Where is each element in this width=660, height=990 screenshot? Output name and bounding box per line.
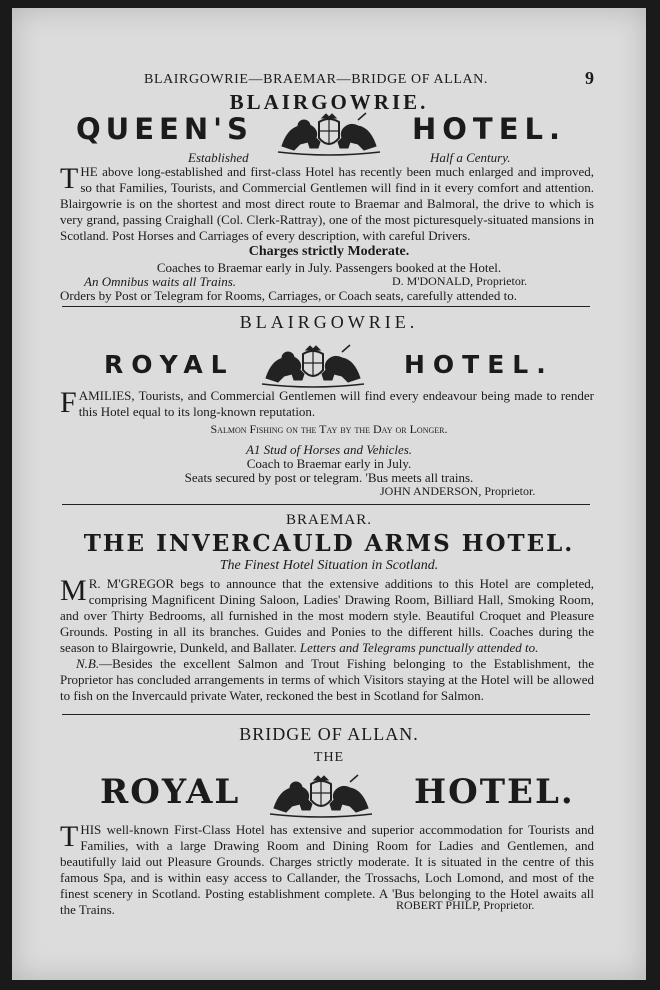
ad2-dropcap: F xyxy=(60,386,77,419)
ad3-body xyxy=(60,576,594,656)
ad4-the: THE xyxy=(313,750,345,765)
ad1-name-left: QUEEN'S xyxy=(76,112,253,146)
ad2-body xyxy=(60,388,594,420)
ad3-nb-label: N.B. xyxy=(76,656,100,671)
ad4-dropcap: T xyxy=(60,820,79,853)
ad4-body-text: HIS well-known First-Class Hotel has extensive and superior accommodation for Tourists and Families, with a large Drawing Room and Dining Room for Ladies and Gentlemen, and beautifully laid out Pleasure Grounds. Charges strictly moderate. It is situated in the centre of this famous Spa, and is within easy access to Callander, the Trossachs, Loch Lomond, and most of the finest scenery in Scotland. Posting establishment complete. A 'Bus belonging to the Hotel awaits all the Trains. xyxy=(60,822,594,917)
royal-crest-icon xyxy=(266,774,376,818)
ad3-dropcap: M xyxy=(60,574,87,607)
ad4-proprietor: ROBERT PHILP, Proprietor. xyxy=(396,898,535,912)
ad2-fishing: Salmon Fishing on the Tay by the Day or Longer. xyxy=(210,422,448,436)
ad4-location: BRIDGE OF ALLAN. xyxy=(239,724,419,744)
ad4-name-left: ROYAL xyxy=(100,772,241,812)
ad2-body-text: AMILIES, Tourists, and Commercial Gentlemen will find every endeavour being made to render this Hotel equal to its long-known reputation. xyxy=(78,388,594,419)
ad1-location: BLAIRGOWRIE. xyxy=(229,90,429,114)
page-number: 9 xyxy=(585,68,594,88)
royal-crest-icon xyxy=(274,112,384,156)
ad1-name-right: HOTEL. xyxy=(412,112,567,146)
ad3-nb xyxy=(60,656,594,704)
ad1-coaches: Coaches to Braemar early in July. Passengers booked at the Hotel. xyxy=(156,260,502,275)
ad3-tagline: The Finest Hotel Situation in Scotland. xyxy=(219,558,439,573)
ad3-name: THE INVERCAULD ARMS HOTEL. xyxy=(83,530,575,557)
ad3-body-text: R. M'GREGOR begs to announce that the extensive additions to this Hotel are completed, comprising Magnificent Dining Saloon, Ladies' Drawing Room, Billiard Hall, Smoking Room, and over Thirty Bedrooms, all furnished in the most modern style. Beautiful Croquet and Pleasure Grounds. Posting in all its branches. Guides and Ponies to the different hills. Coaches during the season to Blairgowrie, Dunkeld, and Ballater. xyxy=(60,576,594,655)
ad2-stud: A1 Stud of Horses and Vehicles. xyxy=(245,442,413,457)
ad2-name-right: HOTEL. xyxy=(404,350,554,379)
ad2-coach: Coach to Braemar early in July. xyxy=(246,456,412,471)
royal-crest-icon xyxy=(258,344,368,388)
ad1-established-left: Established xyxy=(188,150,249,165)
running-head: BLAIRGOWRIE—BRAEMAR—BRIDGE OF ALLAN. xyxy=(144,72,488,87)
ad3-location: BRAEMAR. xyxy=(286,512,372,528)
ad1-body xyxy=(60,164,594,244)
ad1-orders: Orders by Post or Telegram for Rooms, Carriages, or Coach seats, carefully attended to. xyxy=(60,288,517,303)
ad1-charges: Charges strictly Moderate. xyxy=(248,244,410,259)
divider-rule xyxy=(62,504,590,505)
ad3-letters: Letters and Telegrams punctually attended to. xyxy=(299,640,539,655)
ad1-body-text: HE above long-established and first-class Hotel has recently been much enlarged and improved, so that Families, Tourists, and Commercial Gentlemen will find in it every comfort and attention. Blairgowrie is on the shortest and most direct route to Braemar and Balmoral, the drive to which is very grand, passing Craighall (Col. Clerk-Rattray), one of the most picturesquely-situated mansions in Scotland. Post Horses and Carriages of every description, with careful Drivers. xyxy=(60,164,594,243)
ad2-proprietor: JOHN ANDERSON, Proprietor. xyxy=(380,484,536,498)
ad2-name-left: ROYAL xyxy=(104,350,235,379)
ad1-dropcap: T xyxy=(60,162,79,195)
ad2-seats: Seats secured by post or telegram. 'Bus meets all trains. xyxy=(184,470,474,485)
ad2-location: BLAIRGOWRIE. xyxy=(239,312,419,332)
ad3-nb-text: —Besides the excellent Salmon and Trout Fishing belonging to the Establishment, the Proprietor has concluded arrangements in terms of which Visitors staying at the Hotel will be allowed to fish on the Invercauld private Water, reckoned the best in Scotland for Salmon. xyxy=(60,656,594,703)
ad1-omnibus: An Omnibus waits all Trains. xyxy=(84,274,237,289)
divider-rule xyxy=(62,306,590,307)
ad1-proprietor: D. M'DONALD, Proprietor. xyxy=(392,274,528,288)
divider-rule xyxy=(62,714,590,715)
ad4-name-right: HOTEL. xyxy=(414,772,575,812)
page xyxy=(12,8,646,980)
ad1-established-right: Half a Century. xyxy=(430,150,511,165)
